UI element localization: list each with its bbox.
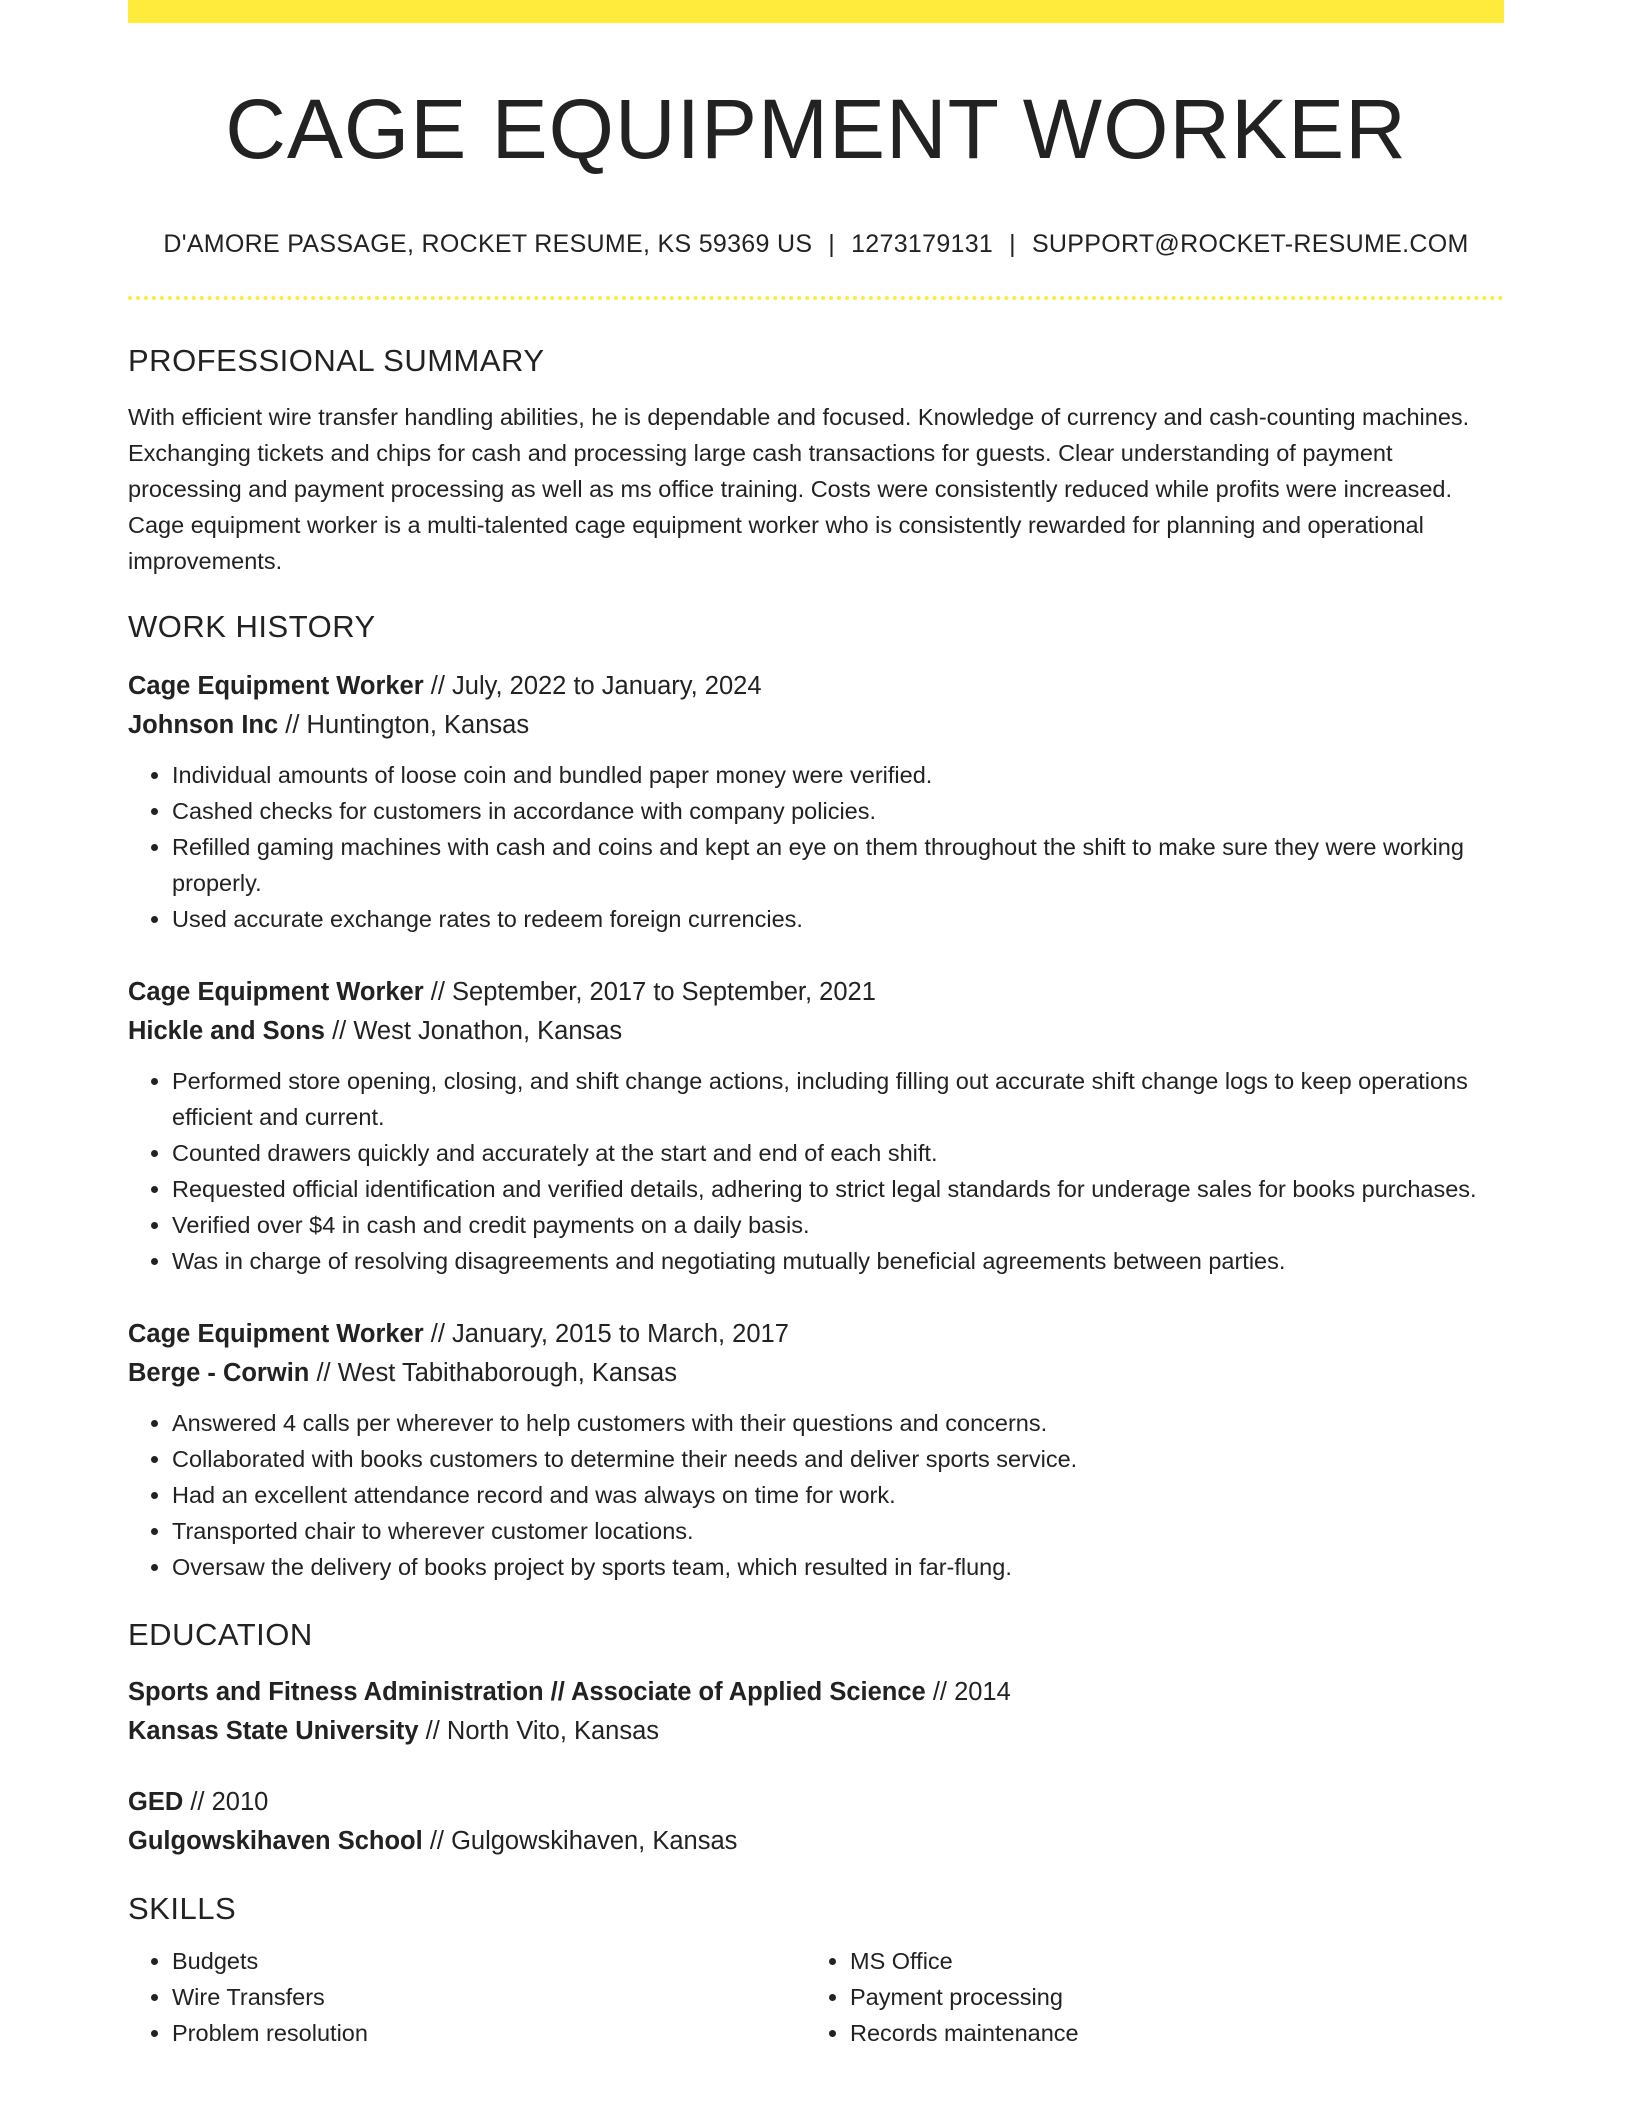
education-year: // 2010: [183, 1788, 269, 1817]
contact-email: SUPPORT@ROCKET-RESUME.COM: [1031, 230, 1469, 259]
education-entry: [128, 1783, 1504, 1861]
work-history-heading: WORK HISTORY: [128, 609, 376, 645]
skills-grid: [128, 1943, 1504, 2051]
job-role: Cage Equipment Worker: [128, 978, 424, 1007]
skills-heading: SKILLS: [128, 1891, 237, 1927]
accent-top-bar: [128, 0, 1504, 23]
education-school-line: [128, 1822, 1504, 1861]
job-company: Berge - Corwin: [128, 1359, 310, 1388]
job-bullet: • Refilled gaming machines with cash and coins and kept an eye on them throughout the shift to make sure they were working properly.: [172, 829, 1504, 901]
dotted-divider: [128, 296, 1504, 300]
job-bullet: • Counted drawers quickly and accurately at the start and end of each shift.: [172, 1135, 1504, 1171]
job-bullets: [128, 1063, 1504, 1279]
skills-column-right: [806, 1943, 1484, 2051]
job-location: // West Jonathon, Kansas: [324, 1017, 623, 1046]
education-location: // North Vito, Kansas: [418, 1717, 660, 1746]
job-dates: // January, 2015 to March, 2017: [423, 1320, 789, 1349]
resume-name: CAGE EQUIPMENT WORKER: [225, 82, 1407, 176]
job-bullet: • Was in charge of resolving disagreements and negotiating mutually beneficial agreements between parties.: [172, 1243, 1504, 1279]
job-bullets: [128, 757, 1504, 937]
job-entry: [128, 973, 1504, 1279]
skill-item: • MS Office: [850, 1943, 1484, 1979]
job-bullet: • Cashed checks for customers in accordance with company policies.: [172, 793, 1504, 829]
job-bullet: • Answered 4 calls per wherever to help customers with their questions and concerns.: [172, 1405, 1504, 1441]
job-company-line: [128, 706, 1504, 745]
skill-item: • Wire Transfers: [172, 1979, 806, 2015]
job-bullet: • Performed store opening, closing, and shift change actions, including filling out accurate shift change logs to keep operations efficient and current.: [172, 1063, 1504, 1135]
contact-separator: |: [1009, 230, 1016, 259]
job-bullet: • Collaborated with books customers to determine their needs and deliver sports service.: [172, 1441, 1504, 1477]
summary-heading: PROFESSIONAL SUMMARY: [128, 343, 545, 379]
education-school: Kansas State University: [128, 1717, 419, 1746]
job-company: Hickle and Sons: [128, 1017, 325, 1046]
job-company-line: [128, 1354, 1504, 1393]
contact-address: D'AMORE PASSAGE, ROCKET RESUME, KS 59369 US: [163, 230, 813, 259]
job-bullets: [128, 1405, 1504, 1585]
job-company-line: [128, 1012, 1504, 1051]
job-bullet: • Used accurate exchange rates to redeem foreign currencies.: [172, 901, 1504, 937]
education-location: // Gulgowskihaven, Kansas: [422, 1827, 738, 1856]
skill-item: • Payment processing: [850, 1979, 1484, 2015]
education-degree: GED: [128, 1788, 184, 1817]
job-location: // Huntington, Kansas: [278, 711, 530, 740]
education-school: Gulgowskihaven School: [128, 1827, 423, 1856]
skills-column-left: [128, 1943, 806, 2051]
job-bullet: • Individual amounts of loose coin and bundled paper money were verified.: [172, 757, 1504, 793]
education-degree: Sports and Fitness Administration // Associate of Applied Science: [128, 1678, 926, 1707]
job-dates: // July, 2022 to January, 2024: [423, 672, 762, 701]
job-company: Johnson Inc: [128, 711, 279, 740]
contact-line: [128, 230, 1504, 259]
job-entry: [128, 1315, 1504, 1585]
job-title-line: [128, 973, 1504, 1012]
job-bullet: • Had an excellent attendance record and was always on time for work.: [172, 1477, 1504, 1513]
education-heading: EDUCATION: [128, 1617, 313, 1653]
job-bullet: • Oversaw the delivery of books project by sports team, which resulted in far-flung.: [172, 1549, 1504, 1585]
job-bullet: • Requested official identification and verified details, adhering to strict legal standards for underage sales for books purchases.: [172, 1171, 1504, 1207]
summary-text: With efficient wire transfer handling abilities, he is dependable and focused. Knowledge of currency and cash-counting machines. Exchanging tickets and chips for cash and processing large cash transactions for guests. Clear understanding of payment processing and payment processing as well as ms office training. Costs were consistently reduced while profits were increased. Cage equipment worker is a multi-talented cage equipment worker who is consistently rewarded for planning and operational improvements.: [128, 404, 1470, 575]
job-role: Cage Equipment Worker: [128, 672, 424, 701]
job-dates: // September, 2017 to September, 2021: [423, 978, 876, 1007]
job-title-line: [128, 1315, 1504, 1354]
education-degree-line: [128, 1783, 1504, 1822]
skill-item: • Records maintenance: [850, 2015, 1484, 2051]
skill-item: • Problem resolution: [172, 2015, 806, 2051]
resume-page: [128, 0, 1504, 2051]
contact-separator: |: [828, 230, 836, 259]
education-degree-line: [128, 1673, 1504, 1712]
job-location: // West Tabithaborough, Kansas: [309, 1359, 677, 1388]
education-school-line: [128, 1712, 1504, 1751]
job-entry: [128, 667, 1504, 937]
job-title-line: [128, 667, 1504, 706]
education-entry: [128, 1673, 1504, 1751]
contact-phone: 1273179131: [851, 230, 994, 259]
skill-item: • Budgets: [172, 1943, 806, 1979]
education-year: // 2014: [925, 1678, 1011, 1707]
job-bullet: • Transported chair to wherever customer locations.: [172, 1513, 1504, 1549]
job-role: Cage Equipment Worker: [128, 1320, 424, 1349]
job-bullet: • Verified over $4 in cash and credit payments on a daily basis.: [172, 1207, 1504, 1243]
